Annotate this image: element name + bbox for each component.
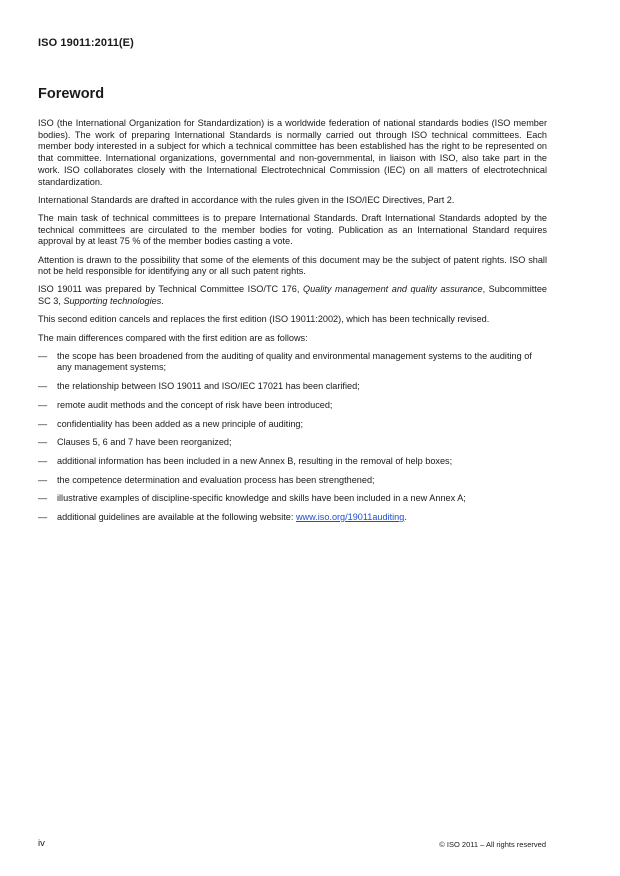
list-dash: —: [38, 493, 48, 504]
list-item-text: remote audit methods and the concept of risk have been introduced;: [57, 399, 333, 410]
list-dash: —: [38, 512, 48, 523]
list-item-text: illustrative examples of discipline-specific knowledge and skills have been included in a new Annex A;: [57, 493, 466, 504]
foreword-heading: Foreword: [38, 86, 105, 102]
list-dash: —: [38, 350, 48, 361]
list-item: [38, 493, 547, 505]
list-item: [38, 381, 547, 393]
document-id-header: ISO 19011:2011(E): [38, 37, 134, 49]
list-dash: —: [38, 381, 48, 392]
subcommittee-text: , Subcommittee SC 3,: [38, 284, 547, 307]
list-item: [38, 437, 547, 449]
list-item: [38, 351, 547, 374]
paragraph-main-differences: The main differences compared with the first edition are as follows:: [38, 332, 308, 343]
paragraph-directives: International Standards are drafted in accordance with the rules given in the ISO/IEC Directives, Part 2.: [38, 194, 455, 205]
prepared-by-text: ISO 19011 was prepared by Technical Committee ISO/TC 176,: [38, 284, 303, 295]
paragraph-second-edition: This second edition cancels and replaces the first edition (ISO 19011:2002), which has been technically revised.: [38, 314, 490, 325]
page-number: iv: [38, 838, 45, 849]
list-item: [38, 400, 547, 412]
differences-list: [38, 351, 547, 524]
list-item-text: the relationship between ISO 19011 and ISO/IEC 17021 has been clarified;: [57, 381, 360, 392]
committee-name: Quality management and quality assurance: [302, 284, 483, 295]
paragraph-iso-federation: ISO (the International Organization for Standardization) is a worldwide federation of national standards bodies (ISO member bodies). The work of preparing International Standards is normally carried out through ISO technical committees. Each member body interested in a subject for which a technical committee has been established has the right to be represented on that committee. International organizations, governmental and non-governmental, in liaison with ISO, also take part in the work. ISO collaborates closely with the International Electrotechnical Commission (IEC) on all matters of electrotechnical standardization.: [38, 118, 547, 187]
copyright-notice: © ISO 2011 – All rights reserved: [439, 840, 546, 849]
auditing-website-link[interactable]: www.iso.org/19011auditing: [295, 512, 405, 523]
list-item-text: Clauses 5, 6 and 7 have been reorganized;: [57, 437, 232, 448]
list-dash: —: [38, 455, 48, 466]
foreword-body: [38, 118, 547, 531]
prepared-by-end: .: [161, 296, 164, 307]
list-item-text: the scope has been broadened from the auditing of quality and environmental management systems to the auditing of any management systems;: [57, 350, 532, 373]
list-item-text: additional information has been included in a new Annex B, resulting in the removal of help boxes;: [57, 455, 453, 466]
paragraph-main-task: The main task of technical committees is to prepare International Standards. Draft International Standards adopted by the technical committees are circulated to the member bodies for voting. Publication as an International Standard requires approval by at least 75 % of the member bodies casting a vote.: [38, 212, 547, 247]
list-dash: —: [38, 474, 48, 485]
list-item-text: the competence determination and evaluation process has been strengthened;: [57, 474, 375, 485]
list-item: [38, 419, 547, 431]
list-item-text: confidentiality has been added as a new principle of auditing;: [57, 418, 304, 429]
list-item-end: .: [404, 512, 407, 523]
list-item: [38, 512, 547, 524]
list-dash: —: [38, 437, 48, 448]
paragraph-patent-rights: Attention is drawn to the possibility that some of the elements of this document may be the subject of patent rights. ISO shall not be held responsible for identifying any or all such patent rights.: [38, 254, 547, 277]
list-item-text: additional guidelines are available at the following website:: [57, 512, 296, 523]
paragraph-prepared-by: [38, 284, 547, 307]
list-dash: —: [38, 418, 48, 429]
list-dash: —: [38, 399, 48, 410]
list-item: [38, 475, 547, 487]
subcommittee-name: Supporting technologies: [63, 296, 162, 307]
list-item: [38, 456, 547, 468]
